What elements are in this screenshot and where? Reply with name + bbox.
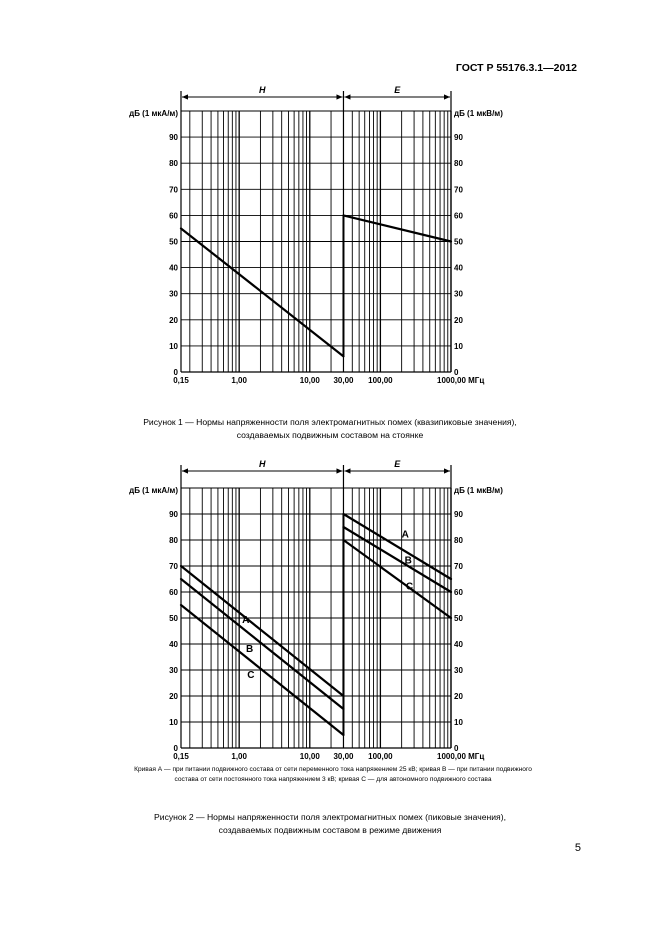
y-axis-label-left: дБ (1 мкА/м) (129, 109, 178, 118)
x-tick-label: 10,00 (299, 376, 320, 385)
y-tick-label-left: 50 (169, 237, 178, 247)
y-tick-label-right: 0 (454, 368, 459, 377)
y-tick-label-right: 90 (454, 510, 463, 519)
page-number: 5 (574, 842, 581, 854)
figure-1-caption-line-1: Рисунок 1 — Нормы напряженности поля электромагнитных помех (квазипиковые значения), (143, 417, 517, 427)
band-label: E (394, 85, 401, 95)
y-tick-label-right: 20 (454, 692, 463, 701)
x-tick-label: 100,00 (368, 376, 393, 385)
figure-2-note-line-1: Кривая А — при питании подвижного состава от сети переменного тока напряжением 25 кВ; кривая В — при питании подвижного (134, 766, 532, 773)
figure-2-caption-line-1: Рисунок 2 — Нормы напряженности поля электромагнитных помех (пиковые значения), (154, 812, 506, 822)
figure-2-note (38, 765, 628, 785)
y-tick-label-right: 20 (454, 315, 463, 325)
y-tick-label-left: 90 (169, 133, 178, 143)
y-tick-label-right: 0 (454, 744, 459, 753)
x-tick-label: 1,00 (231, 752, 247, 761)
y-tick-label-right: 40 (454, 640, 463, 649)
series-label: C (247, 669, 255, 681)
y-tick-label-right: 50 (454, 237, 463, 247)
series-line (181, 566, 343, 696)
x-tick-label: 1,00 (231, 376, 247, 385)
y-tick-label-left: 40 (169, 640, 178, 649)
y-tick-label-left: 80 (169, 159, 178, 169)
y-tick-label-left: 70 (169, 185, 178, 195)
y-tick-label-left: 20 (169, 692, 178, 701)
band-label: H (258, 85, 266, 95)
x-tick-label: 30,00 (333, 752, 354, 761)
y-tick-label-right: 80 (454, 159, 463, 169)
y-tick-label-left: 0 (173, 368, 178, 377)
x-tick-label: 10,00 (299, 752, 320, 761)
y-tick-label-left: 50 (169, 614, 178, 623)
y-axis-label-right: дБ (1 мкВ/м) (454, 486, 503, 495)
band-arrow-head-right (444, 468, 450, 473)
y-axis-label-right: дБ (1 мкВ/м) (454, 109, 503, 118)
y-tick-label-left: 10 (169, 341, 178, 351)
y-tick-label-left: 40 (169, 263, 178, 273)
y-tick-label-left: 0 (173, 744, 178, 753)
x-tick-label: 0,15 (173, 752, 189, 761)
figure-2-caption (60, 811, 600, 836)
figure-1-caption (60, 416, 600, 441)
x-tick-label: 1000,00 МГц (437, 752, 485, 761)
y-tick-label-left: 60 (169, 588, 178, 597)
series-line (343, 514, 451, 579)
series-label: B (246, 643, 254, 655)
band-arrow-head-left (344, 468, 350, 473)
y-tick-label-left: 10 (169, 718, 178, 727)
standard-header: ГОСТ Р 55176.3.1—2012 (455, 62, 577, 74)
x-tick-label: 100,00 (368, 752, 393, 761)
y-tick-label-right: 70 (454, 562, 463, 571)
y-tick-label-right: 90 (454, 133, 463, 143)
series-line (343, 540, 451, 618)
series-label: B (404, 555, 412, 567)
y-tick-label-right: 30 (454, 666, 463, 675)
x-tick-label: 30,00 (333, 376, 354, 385)
y-tick-label-left: 60 (169, 211, 178, 221)
y-tick-label-left: 70 (169, 562, 178, 571)
series-label: A (401, 529, 409, 541)
y-tick-label-right: 80 (454, 536, 463, 545)
y-tick-label-right: 70 (454, 185, 463, 195)
figure-2-caption-line-2: создаваемых подвижным составом в режиме движения (218, 824, 442, 835)
figure-1-caption-line-2: создаваемых подвижным составом на стоянке (236, 429, 424, 440)
y-tick-label-left: 30 (169, 666, 178, 675)
series-label: A (242, 615, 250, 627)
series-line (343, 527, 451, 592)
x-tick-label: 1000,00 МГц (437, 376, 485, 385)
y-tick-label-left: 30 (169, 289, 178, 299)
y-tick-label-right: 50 (454, 614, 463, 623)
y-tick-label-right: 60 (454, 588, 463, 597)
band-label: H (258, 459, 266, 469)
band-label: E (394, 459, 401, 469)
band-arrow-head-left (182, 468, 188, 473)
y-axis-label-left: дБ (1 мкА/м) (129, 486, 178, 495)
y-tick-label-right: 40 (454, 263, 463, 273)
y-tick-label-right: 10 (454, 341, 463, 351)
y-tick-label-right: 10 (454, 718, 463, 727)
y-tick-label-left: 20 (169, 315, 178, 325)
y-tick-label-left: 80 (169, 536, 178, 545)
x-tick-label: 0,15 (173, 376, 189, 385)
y-tick-label-right: 60 (454, 211, 463, 221)
band-arrow-head-right (336, 468, 342, 473)
figure-2-note-line-2: состава от сети постоянного тока напряжением 3 кВ; кривая С — для автономного подвижного состава (174, 776, 492, 783)
y-tick-label-right: 30 (454, 289, 463, 299)
series-label: C (405, 581, 414, 593)
y-tick-label-left: 90 (169, 510, 178, 519)
